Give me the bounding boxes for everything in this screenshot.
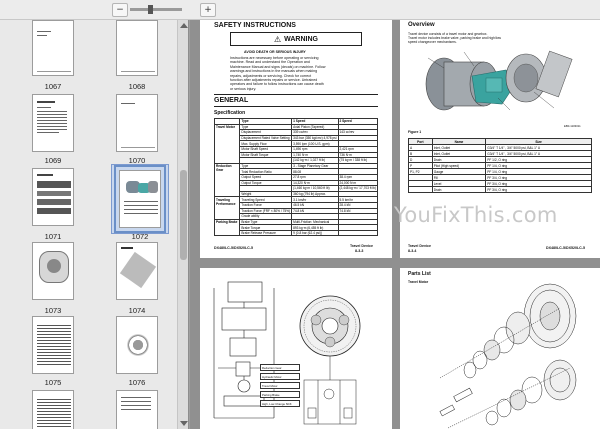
warning-icon: ⚠ — [273, 34, 282, 44]
spec-header-cell: 2 Speed — [338, 119, 378, 125]
document-view[interactable] — [190, 20, 600, 429]
document-page-safety — [200, 20, 392, 258]
page-number-label: 1074 — [128, 306, 146, 315]
page-thumbnail-1067[interactable] — [32, 20, 74, 76]
spec-cell: 1,740 N·m — [292, 152, 338, 158]
page-heading: Overview — [408, 22, 435, 28]
subsection-heading: Specification — [214, 110, 246, 116]
spec-cell: 3,590 lpm (100 U.S. gpm) — [292, 141, 338, 147]
ports-cell: P — [409, 163, 433, 169]
page-thumbnail-1077[interactable] — [32, 390, 74, 429]
sidebar-scrollbar[interactable] — [177, 20, 189, 429]
spec-cell: 28.4 kN — [338, 202, 378, 208]
page-heading: SAFETY INSTRUCTIONS — [214, 22, 296, 29]
page-thumbnail-1071[interactable] — [32, 168, 74, 226]
page-footer-model: DX480LC-5/DX520LC-5 — [546, 246, 585, 250]
scroll-up-icon[interactable] — [180, 23, 188, 28]
figure-code: EB0-1103011 — [564, 124, 581, 128]
ports-cell: PF 3/4, O ring — [486, 187, 592, 193]
ports-cell: PF 1/4, O ring — [486, 169, 592, 175]
zoom-slider-handle[interactable] — [148, 5, 153, 14]
spec-cell: 24,000 N·m — [338, 180, 378, 186]
zoom-in-button[interactable]: + — [200, 3, 216, 17]
page-number-label: 1071 — [44, 232, 62, 241]
thumbnail-sidebar[interactable] — [0, 20, 189, 429]
warning-heading: AVOID DEATH OR SERIOUS INJURY — [244, 50, 306, 54]
exploded-parts-diagram — [400, 268, 600, 429]
page-thumbnail-1068[interactable] — [116, 20, 158, 76]
section-rule — [214, 106, 378, 107]
spec-cell: (2,448 kg·m / 17,703 ft lb) — [339, 186, 376, 191]
spec-cell: 339 cc/rev — [292, 130, 338, 136]
spec-cell: 14,320 N·m — [292, 180, 338, 186]
ports-table — [408, 138, 592, 193]
overview-text: Travel device consists of a travel motor and gearbox. Travel motor includes brake valve, parking brake and high/low speed changeover mechanisms. — [408, 32, 501, 45]
page-subheading: Travel Motor — [408, 280, 429, 284]
ports-header-cell: Port — [409, 139, 433, 145]
spec-group-label: Parking Brake — [215, 219, 240, 236]
spec-cell: 893 kg·m (6,455 ft lb) — [292, 225, 338, 231]
spec-header-cell: 1 Speed — [292, 119, 338, 125]
viewer-toolbar — [0, 0, 600, 20]
spec-cell: 343 bar (350 kg/cm²) 4,978 psi — [293, 136, 337, 141]
spec-group-label: Traveling Performance — [215, 197, 240, 219]
page-thumbnail-1078[interactable] — [116, 390, 158, 429]
spec-cell: Displacement Rated Valve Setting — [240, 135, 292, 141]
spec-cell: Output Speed — [240, 174, 292, 180]
spec-group-label: Travel Motor — [215, 124, 240, 163]
travel-device-illustration — [414, 48, 574, 120]
ports-cell: Inlet, Outlet — [432, 145, 485, 151]
ports-cell — [409, 187, 433, 193]
spec-cell: 27.8 rpm — [292, 174, 338, 180]
spec-cell: 1,496 rpm — [292, 146, 338, 152]
ports-cell: Drain — [432, 157, 485, 163]
section-rule — [214, 94, 378, 95]
spec-cell: (1,460 kg·m / 10,560 ft lb) — [292, 186, 338, 192]
ports-header-cell: Name — [432, 139, 485, 145]
page-number-label: 1072 — [131, 232, 149, 241]
page-footer-section: Travel Device — [408, 244, 431, 248]
ports-cell: G3/4" T 1/4" , 3/4" 5000 psi, B&L 1" U — [486, 145, 592, 151]
page-thumbnail-1076[interactable] — [116, 316, 158, 374]
spec-cell: (142 kg·m / 1,027 ft lb) — [292, 158, 338, 164]
figure-caption: Figure 1 — [408, 130, 422, 134]
ports-cell: G3/4" T 1/4" , 3/4" 5000 psi, B&L 1" U — [486, 151, 592, 157]
spec-cell: Motor Shaft Torque — [240, 152, 292, 158]
page-thumbnail-1074[interactable] — [116, 242, 158, 300]
spec-cell: 143 cc/rev — [338, 130, 378, 136]
spec-cell: 2,421 rpm — [338, 146, 378, 152]
ports-cell: D — [409, 157, 433, 163]
zoom-out-button[interactable]: − — [112, 3, 128, 17]
page-number-label: 1067 — [44, 82, 62, 91]
page-number-label: 1073 — [44, 306, 62, 315]
spec-row — [215, 230, 378, 236]
warning-label: WARNING — [284, 35, 318, 43]
page-thumbnail-1073[interactable] — [32, 242, 74, 300]
spec-cell: Brake Release Pressure — [240, 230, 292, 236]
page-footer-number: 8-3-3 — [355, 249, 364, 253]
spec-cell: Traction Force — [240, 202, 292, 208]
section-heading-general: GENERAL — [214, 97, 249, 104]
ports-row — [409, 187, 592, 193]
spec-cell: Traction Force (FRF × 80% / 75%) — [241, 208, 291, 213]
spec-cell: Traveling Speed — [240, 197, 292, 203]
spec-cell: Displacement — [240, 130, 292, 136]
page-number-label: 1068 — [128, 82, 146, 91]
document-page-parts-list — [400, 268, 600, 429]
spec-cell: Total Reduction Ratio — [240, 169, 292, 175]
spec-header-cell: Type — [240, 119, 292, 125]
spec-cell: Grade ability — [240, 214, 292, 220]
zoom-slider[interactable] — [130, 8, 182, 11]
spec-cell: Output Torque — [240, 180, 292, 186]
page-number-label: 1069 — [44, 156, 62, 165]
page-number-label: 1070 — [128, 156, 146, 165]
spec-cell: 38.4 rpm — [338, 174, 378, 180]
warning-text: Instructions are necessary before operating or servicing machine. Read and understand the Operation and Maintenance Manual and signs (decals) on machine. Follow warnings and instructions in the manuals when making repairs, adjustments or servicing. Check for correct function after adjustments repairs or service. Untrained operators and failure to follow instructions can cause death or serious injury. — [230, 56, 326, 91]
document-page-schematic — [200, 268, 392, 429]
page-thumbnail-1072-selected[interactable] — [119, 170, 161, 228]
spec-cell: Multi-Friction: Mechanical — [292, 219, 338, 225]
spec-cell: 74.8 kN — [338, 208, 378, 214]
spec-cell: 5.5 km/hr — [338, 197, 378, 203]
spec-cell: Brake Torque — [240, 225, 292, 231]
scrollbar-thumb[interactable] — [180, 170, 187, 260]
ports-cell: B — [409, 151, 433, 157]
page-number-label: 1075 — [44, 378, 62, 387]
ports-header-cell: Size — [486, 139, 592, 145]
spec-cell: 88.08 — [292, 169, 338, 175]
spec-cell: Type — [240, 124, 292, 130]
page-footer-number: 8-3-4 — [408, 249, 417, 253]
watermark-text: YouFixThis.com — [394, 203, 558, 227]
page-thumbnail-1075[interactable] — [32, 316, 74, 374]
spec-cell: Motor Shaft Speed — [240, 146, 292, 152]
ports-cell: Pilot (High speed) — [432, 163, 485, 169]
ports-cell: PF 1/2, O ring — [486, 157, 592, 163]
spec-cell: (75 kg·m / 338 ft lb) — [338, 158, 378, 164]
spec-cell: 360 kg (794 lb) Approx. — [292, 191, 338, 197]
ports-cell: Fill — [432, 175, 485, 181]
ports-cell: P1, P2 — [409, 169, 433, 175]
spec-cell: 736 N·m — [338, 152, 378, 158]
ports-cell: PF 3/4, O ring — [486, 175, 592, 181]
page-footer-section: Travel Device — [350, 244, 373, 248]
ports-cell: Level — [432, 181, 485, 187]
spec-cell: Weight — [240, 191, 292, 197]
page-thumbnail-1069[interactable] — [32, 94, 74, 152]
warning-box — [230, 32, 362, 46]
spec-cell: Type — [240, 163, 292, 169]
spec-group-label: Reduction Gear — [215, 163, 240, 197]
ports-cell: PF 1/4, O ring — [486, 163, 592, 169]
ports-cell: A — [409, 145, 433, 151]
spec-cell — [338, 230, 378, 236]
spec-cell: 3.1 km/hr — [292, 197, 338, 203]
spec-cell: 9 (0.8 bar (62.4 psi)) — [292, 230, 338, 236]
spec-cell: Max. Supply Flow — [240, 141, 292, 147]
spec-cell: 74.8 kN — [292, 208, 338, 214]
spec-cell: 3 - Stage Planetary Gear — [292, 163, 338, 169]
page-heading: Parts List — [408, 271, 431, 277]
scroll-down-icon[interactable] — [180, 421, 188, 426]
ports-cell: Gauge — [432, 169, 485, 175]
page-thumbnail-1070[interactable] — [116, 94, 158, 152]
callout-box-list: Reduction Gear Hydraulic Motor Travel Motor Parking Brake High, Low Change Shift — [260, 364, 300, 407]
spec-cell: Brake Type — [240, 219, 292, 225]
ports-cell: Inlet, Outlet — [432, 151, 485, 157]
spec-cell: 46.5 kN — [292, 202, 338, 208]
spec-cell: Axial Piston (Tapered) — [292, 124, 338, 130]
ports-cell: Drain — [432, 187, 485, 193]
specification-table — [214, 118, 378, 236]
page-footer-model: DX480LC-5/DX520LC-5 — [214, 246, 253, 250]
page-number-label: 1076 — [128, 378, 146, 387]
ports-cell: PF 3/4, O ring — [486, 181, 592, 187]
